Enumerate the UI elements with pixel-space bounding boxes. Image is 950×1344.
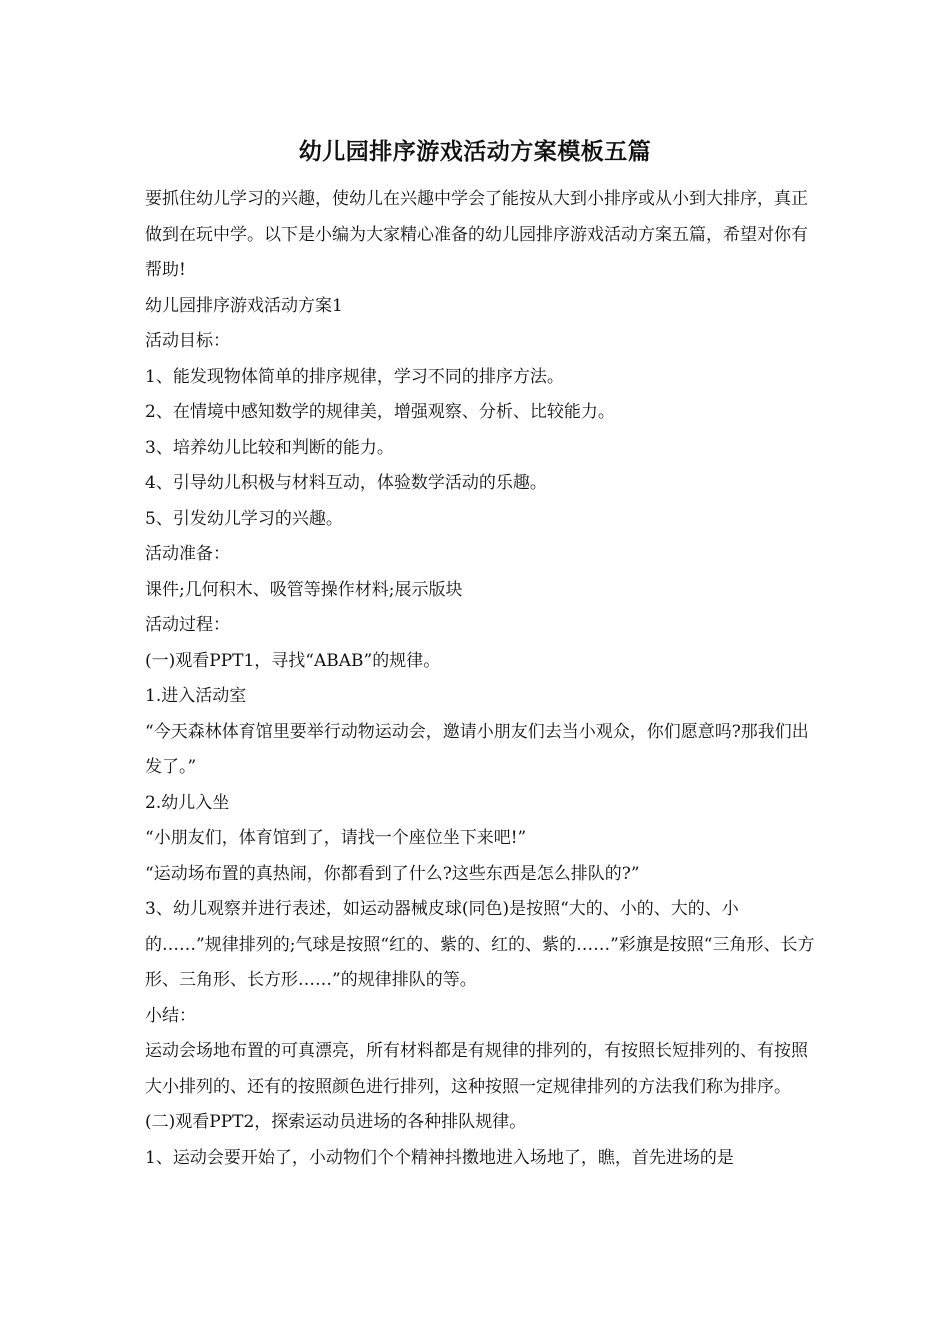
process-substep-seating: 2.幼儿入坐: [145, 792, 230, 813]
document-body: [145, 182, 815, 1176]
quote-invitation: “今天森林体育馆里要举行动物运动会，邀请小朋友们去当小观众，你们愿意吗?那我们出发了。”: [145, 721, 809, 777]
process-substep-observe-describe: 3、幼儿观察并进行表述，如运动器械皮球(同色)是按照“大的、小的、大的、小的……”规律排列的;气球是按照“红的、紫的、红的、紫的……”彩旗是按照“三角形、长方形、三角形、长方形……”的规律排队的等。: [145, 899, 815, 990]
label-activity-preparation: 活动准备：: [145, 544, 230, 564]
label-activity-goals: 活动目标：: [145, 331, 230, 351]
process-step-2-heading: (二)观看PPT2，探索运动员进场的各种排队规律。: [145, 1112, 527, 1132]
preparation-materials: 课件;几何积木、吸管等操作材料;展示版块: [145, 579, 463, 600]
goal-item-5: 5、引发幼儿学习的兴趣。: [145, 508, 343, 529]
quote-observe-venue: “运动场布置的真热闹，你都看到了什么?这些东西是怎么排队的?”: [145, 863, 640, 884]
label-summary: 小结：: [145, 1005, 196, 1026]
quote-find-seat: “小朋友们，体育馆到了，请找一个座位坐下来吧!”: [145, 828, 527, 848]
process-step-2-item-1: 1、运动会要开始了，小动物们个个精神抖擞地进入场地了，瞧，首先进场的是: [145, 1147, 734, 1168]
document-title: 幼儿园排序游戏活动方案模板五篇: [298, 138, 652, 165]
goal-item-3: 3、培养幼儿比较和判断的能力。: [145, 437, 394, 458]
section-heading-plan-1: 幼儿园排序游戏活动方案1: [145, 295, 343, 316]
goal-item-4: 4、引导幼儿积极与材料互动，体验数学活动的乐趣。: [145, 473, 547, 493]
process-step-1-heading: (一)观看PPT1，寻找“ABAB”的规律。: [145, 650, 441, 671]
summary-text: 运动会场地布置的可真漂亮，所有材料都是有规律的排列的，有按照长短排列的、有按照大小排列的、还有的按照颜色进行排列，这种按照一定规律排列的方法我们称为排序。: [145, 1041, 808, 1097]
goal-item-1: 1、能发现物体简单的排序规律，学习不同的排序方法。: [145, 366, 564, 387]
label-activity-process: 活动过程：: [145, 615, 230, 635]
paragraph-intro: 要抓住幼儿学习的兴趣，使幼儿在兴趣中学会了能按从大到小排序或从小到大排序，真正做到在玩中学。以下是小编为大家精心准备的幼儿园排序游戏活动方案五篇，希望对你有帮助!: [145, 189, 808, 280]
goal-item-2: 2、在情境中感知数学的规律美，增强观察、分析、比较能力。: [145, 402, 615, 422]
process-substep-enter-room: 1.进入活动室: [145, 686, 247, 706]
